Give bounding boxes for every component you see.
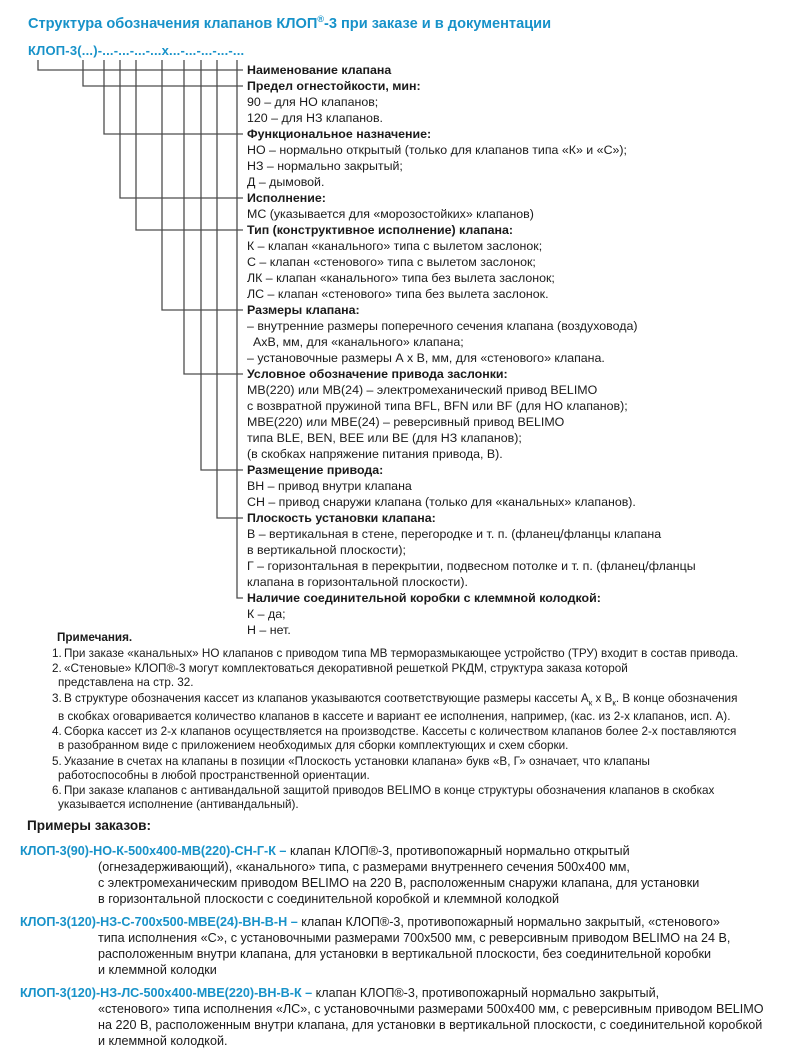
legend-detail: АхВ, мм, для «канального» клапана;: [253, 335, 464, 349]
legend-detail: 90 – для НО клапанов;: [247, 95, 379, 109]
legend-label-name: Наименование клапана: [247, 63, 392, 77]
note-text: указывается исполнение (антивандальный).: [58, 798, 299, 812]
legend-detail: Д – дымовой.: [247, 175, 325, 189]
note-text: При заказе клапанов с антивандальной защитой приводов BELIMO в конце структуры обозначения клапанов в скобках: [64, 784, 715, 798]
legend-detail: НЗ – нормально закрытый;: [247, 159, 403, 173]
example-desc: на 220 В, расположенным внутри клапана, для установки в вертикальной плоскости, с соединительной коробкой: [98, 1018, 763, 1032]
note-number: 4.: [52, 725, 62, 739]
tree-line-10: [237, 60, 243, 598]
note-item-2: [52, 662, 738, 690]
note-text-part: х В: [592, 691, 613, 705]
legend-detail: В – вертикальная в стене, перегородке и т. п. (фланец/фланцы клапана: [247, 527, 662, 541]
note-item-1: [52, 647, 738, 661]
example-desc: клапан КЛОП®-3, противопожарный нормально закрытый,: [315, 986, 660, 1000]
legend-detail: К – да;: [247, 607, 286, 621]
page-title-text: Структура обозначения клапанов КЛОП: [28, 15, 318, 32]
example-code: КЛОП-3(120)-НЗ-С-700х500-МВЕ(24)-ВН-В-Н –: [20, 915, 298, 929]
subscript-k: к: [588, 697, 593, 707]
legend-label-actuator: Условное обозначение привода заслонки:: [247, 367, 508, 381]
tree-line-4: [120, 60, 243, 198]
note-text: «Стеновые» КЛОП®-3 могут комплектоваться декоративной решеткой РКДМ, структура заказа которой: [64, 662, 628, 675]
note-text: представлена на стр. 32.: [58, 676, 194, 689]
example-desc: «стенового» типа исполнения «ЛС», с установочными размерами 500х400 мм, с реверсивным приводом BELIMO: [98, 1002, 764, 1016]
example-desc: типа исполнения «С», с установочными размерами 700х500 мм, с реверсивным приводом BELIMO на 24 В,: [98, 931, 731, 945]
legend-detail: Г – горизонтальная в перекрытии, подвесном потолке и т. п. (фланец/фланцы: [247, 559, 696, 573]
note-item-4: [52, 725, 738, 753]
note-item-3: [52, 692, 738, 724]
legend-detail: в вертикальной плоскости);: [247, 543, 406, 557]
legend-detail: типа BLE, BEN, BEE или BE (для НЗ клапанов);: [247, 431, 522, 445]
note-text-part: . В конце обозначения: [615, 691, 738, 705]
example-desc: клапан КЛОП®-3, противопожарный нормально открытый: [289, 844, 630, 858]
legend-detail: 120 – для НЗ клапанов.: [247, 111, 383, 125]
order-example-2: [20, 914, 764, 978]
example-desc: расположенным внутри клапана, для установки в вертикальной плоскости, без соединительной коробки: [98, 947, 712, 961]
legend-detail: НО – нормально открытый (только для клапанов типа «К» и «С»);: [247, 143, 627, 157]
examples-section: [20, 818, 764, 1056]
example-code: КЛОП-3(90)-НО-К-500х400-МВ(220)-СН-Г-К –: [20, 844, 287, 858]
tree-line-3: [104, 60, 243, 134]
note-text: в разобранном виде с приложением необходимых для сборки комплектующих и схем сборки.: [58, 739, 569, 753]
note-text-part: В структуре обозначения кассет из клапанов указываются соответствующие размеры кассеты А: [64, 691, 589, 705]
notes-section: [52, 631, 738, 812]
legend-label-fire-rating: Предел огнестойкости, мин:: [247, 79, 421, 93]
tree-line-1: [38, 60, 243, 70]
legend-detail: СН – привод снаружи клапана (только для «канальных» клапанов).: [247, 495, 636, 509]
legend-label-actuator-placement: Размещение привода:: [247, 463, 384, 477]
note-number: 3.: [52, 691, 62, 705]
legend-detail: – установочные размеры А х В, мм, для «стенового» клапана.: [247, 351, 605, 365]
legend-detail: ЛС – клапан «стенового» типа без вылета заслонок.: [247, 287, 549, 301]
examples-heading: Примеры заказов:: [27, 818, 152, 833]
legend-detail: ЛК – клапан «канального» типа без вылета заслонок;: [247, 271, 555, 285]
note-text: Сборка кассет из 2-х клапанов осуществляется на производстве. Кассеты с количеством клапанов более 2-х поставляются: [64, 725, 737, 739]
tree-line-6: [162, 60, 243, 310]
legend-detail: МВЕ(220) или МВЕ(24) – реверсивный привод BELIMO: [247, 415, 565, 429]
example-desc: с электромеханическим приводом BELIMO на 220 В, расположенным снаружи клапана, для установки: [98, 876, 700, 890]
note-item-5: [52, 755, 738, 783]
note-text: [64, 692, 737, 705]
subscript-k: к: [612, 697, 616, 707]
legend-detail: с возвратной пружиной типа BFL, BFN или BF (для НО клапанов);: [247, 399, 628, 413]
example-desc: в горизонтальной плоскости с соединительной коробкой и клеммной колодкой: [98, 892, 560, 906]
legend-label-terminal-box: Наличие соединительной коробки с клеммной колодкой:: [247, 591, 601, 605]
tree-line-9: [217, 60, 243, 518]
example-desc: и клеммной колодкой.: [98, 1034, 228, 1048]
designation-tree-lines: [0, 0, 250, 610]
designation-code: КЛОП-3(...)-...-...-...-...х...-...-...-...-...: [28, 43, 245, 58]
registered-trademark-sign: ®: [317, 14, 324, 24]
note-number: 5.: [52, 754, 62, 768]
legend-detail: МВ(220) или МВ(24) – электромеханический привод BELIMO: [247, 383, 598, 397]
notes-heading: Примечания.: [57, 631, 133, 644]
legend-label-sizes: Размеры клапана:: [247, 303, 360, 317]
note-text: При заказе «канальных» НО клапанов с приводом типа МВ терморазмыкающее устройство (ТРУ) входит в состав привода.: [64, 646, 739, 660]
legend-detail: клапана в горизонтальной плоскости).: [247, 575, 468, 589]
note-item-6: [52, 784, 738, 812]
tree-line-2: [83, 60, 243, 86]
order-example-1: [20, 843, 764, 907]
legend-label-type: Тип (конструктивное исполнение) клапана:: [247, 223, 514, 237]
designation-legend: [247, 62, 696, 638]
legend-label-mount-plane: Плоскость установки клапана:: [247, 511, 436, 525]
legend-detail: С – клапан «стенового» типа с вылетом заслонок;: [247, 255, 536, 269]
note-text: в скобках оговаривается количество клапанов в кассете и вариант ее исполнения, например, (кас. из 2-х клапанов, исп. А).: [58, 709, 731, 723]
note-number: 2.: [52, 662, 62, 675]
legend-label-function: Функциональное назначение:: [247, 127, 432, 141]
note-text: Указание в счетах на клапаны в позиции «Плоскость установки клапана» букв «В, Г» означает, что клапаны: [64, 754, 650, 768]
legend-detail: (в скобках напряжение питания привода, В).: [247, 447, 503, 461]
legend-detail: ВН – привод внутри клапана: [247, 479, 412, 493]
tree-line-7: [184, 60, 243, 374]
legend-detail: МС (указывается для «морозостойких» клапанов): [247, 207, 534, 221]
order-example-3: [20, 985, 764, 1049]
note-number: 6.: [52, 784, 62, 798]
example-desc: и клеммной колодки: [98, 963, 217, 977]
legend-label-version: Исполнение:: [247, 191, 326, 205]
note-number: 1.: [52, 646, 62, 660]
legend-detail: К – клапан «канального» типа с вылетом заслонок;: [247, 239, 543, 253]
example-code: КЛОП-3(120)-НЗ-ЛС-500х400-МВЕ(220)-ВН-В-К –: [20, 986, 313, 1000]
example-desc: (огнезадерживающий), «канального» типа, с размерами внутреннего сечения 500х400 мм,: [98, 860, 630, 874]
page-title-text-tail: -3 при заказе и в документации: [323, 15, 552, 32]
legend-detail: Н – нет.: [247, 623, 291, 637]
legend-detail: – внутренние размеры поперечного сечения клапана (воздуховода): [247, 319, 638, 333]
note-text: работоспособны в любой пространственной ориентации.: [58, 768, 370, 782]
example-desc: клапан КЛОП®-3, противопожарный нормально закрытый, «стенового»: [301, 915, 720, 929]
